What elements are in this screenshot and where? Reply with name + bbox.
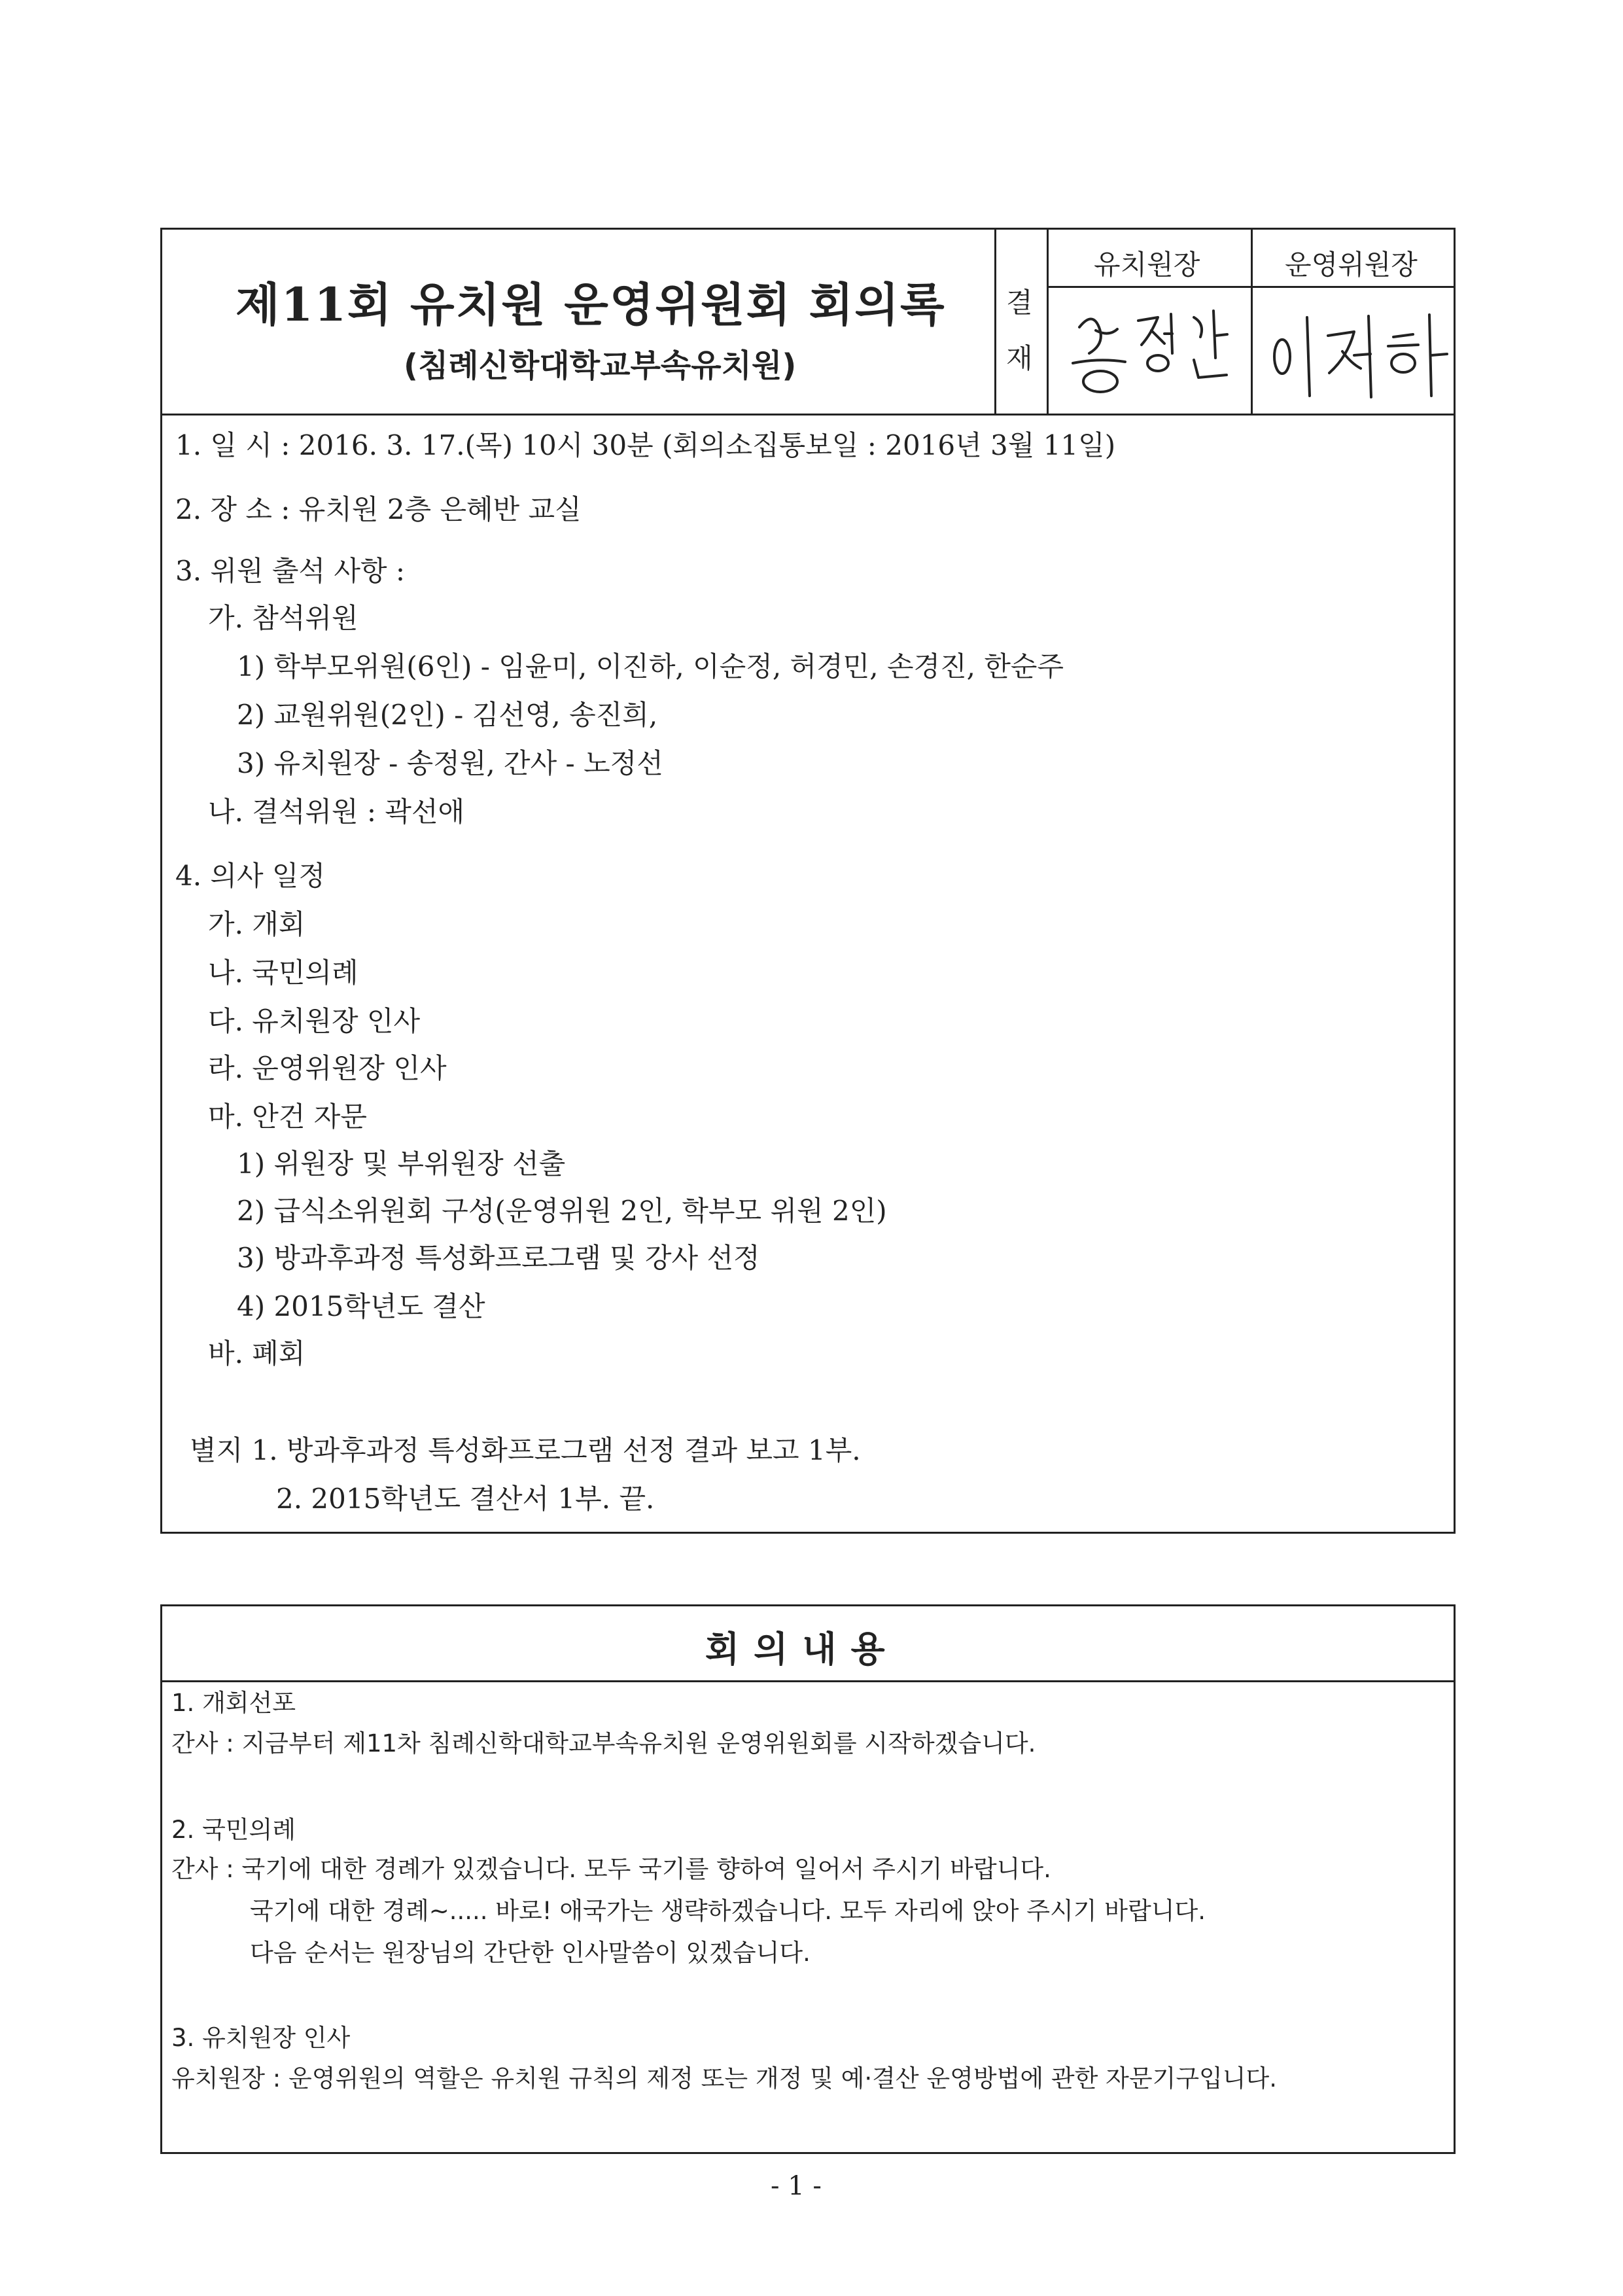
attendees-parents: 1) 학부모위원(6인) - 임윤미, 이진하, 이순정, 허경민, 손경진, 한순주: [237, 650, 1064, 682]
attachment-1: 별지 1. 방과후과정 특성화프로그램 선정 결과 보고 1부.: [190, 1434, 861, 1466]
content-section-title: 1. 개회선포: [171, 1689, 296, 1717]
attendees-principal: 3) 유치원장 - 송정원, 간사 - 노정선: [237, 747, 663, 779]
approval-label-top: 결: [1006, 287, 1033, 319]
role-committee-chair: 운영위원장: [1285, 249, 1418, 281]
agenda-subitem: 1) 위원장 및 부위원장 선출: [237, 1148, 566, 1180]
principal-signature: [1060, 298, 1243, 402]
approval-label-divider: [1047, 228, 1049, 415]
agenda-subitem: 4) 2015학년도 결산: [237, 1290, 485, 1322]
content-heading: 회의내용: [705, 1629, 899, 1670]
page-number: - 1 -: [771, 2171, 822, 2201]
role-principal: 유치원장: [1094, 249, 1200, 281]
agenda-item: 라. 운영위원장 인사: [208, 1052, 447, 1084]
agenda-subitem: 2) 급식소위원회 구성(운영위원 2인, 학부모 위원 2인): [237, 1195, 887, 1227]
content-heading-divider: [160, 1680, 1456, 1682]
content-paragraph: 간사 : 지금부터 제11차 침례신학대학교부속유치원 운영위원회를 시작하겠습니다.: [171, 1729, 1036, 1757]
agenda-item: 가. 개회: [208, 908, 305, 940]
header-divider: [160, 414, 1456, 415]
approval-row-divider: [1047, 286, 1456, 288]
content-section-title: 2. 국민의례: [171, 1816, 296, 1844]
attendees-heading: 가. 참석위원: [208, 602, 358, 634]
meeting-datetime: 1. 일 시 : 2016. 3. 17.(목) 10시 30분 (회의소집통보일 : 2016년 3월 11일): [175, 429, 1116, 461]
absentees: 나. 결석위원 : 곽선애: [208, 796, 465, 828]
approval-label-bottom: 재: [1006, 342, 1033, 374]
agenda-item: 바. 폐회: [208, 1337, 305, 1369]
page-subtitle: (침례신학대학교부속유치원): [404, 347, 797, 384]
minutes-box: [160, 228, 1456, 1534]
agenda-heading: 4. 의사 일정: [175, 860, 326, 892]
content-section-title: 3. 유치원장 인사: [171, 2024, 351, 2052]
content-paragraph: 간사 : 국기에 대한 경례가 있겠습니다. 모두 국기를 향하여 일어서 주시기 바랍니다.: [171, 1855, 1051, 1883]
approval-left-border: [994, 228, 996, 415]
agenda-subitem: 3) 방과후과정 특성화프로그램 및 강사 선정: [237, 1242, 760, 1274]
page-title: 제11회 유치원 운영위원회 회의록: [236, 277, 946, 332]
attachment-2: 2. 2015학년도 결산서 1부. 끝.: [276, 1483, 655, 1515]
agenda-item: 다. 유치원장 인사: [208, 1005, 421, 1037]
content-paragraph: 국기에 대한 경례~..... 바로! 애국가는 생략하겠습니다. 모두 자리에 앉아 주시기 바랍니다.: [250, 1897, 1206, 1925]
chair-signature: [1263, 298, 1452, 409]
attendees-teachers: 2) 교원위원(2인) - 김선영, 송진희,: [237, 699, 658, 731]
attendance-heading: 3. 위원 출석 사항 :: [175, 555, 406, 587]
approval-role-divider: [1251, 228, 1253, 415]
content-paragraph: 다음 순서는 원장님의 간단한 인사말씀이 있겠습니다.: [250, 1939, 811, 1967]
meeting-place: 2. 장 소 : 유치원 2층 은혜반 교실: [175, 493, 582, 525]
agenda-item: 나. 국민의례: [208, 957, 358, 989]
content-paragraph: 유치원장 : 운영위원의 역할은 유치원 규칙의 제정 또는 개정 및 예·결산 운영방법에 관한 자문기구입니다.: [171, 2064, 1278, 2093]
agenda-item: 마. 안건 자문: [208, 1101, 367, 1133]
